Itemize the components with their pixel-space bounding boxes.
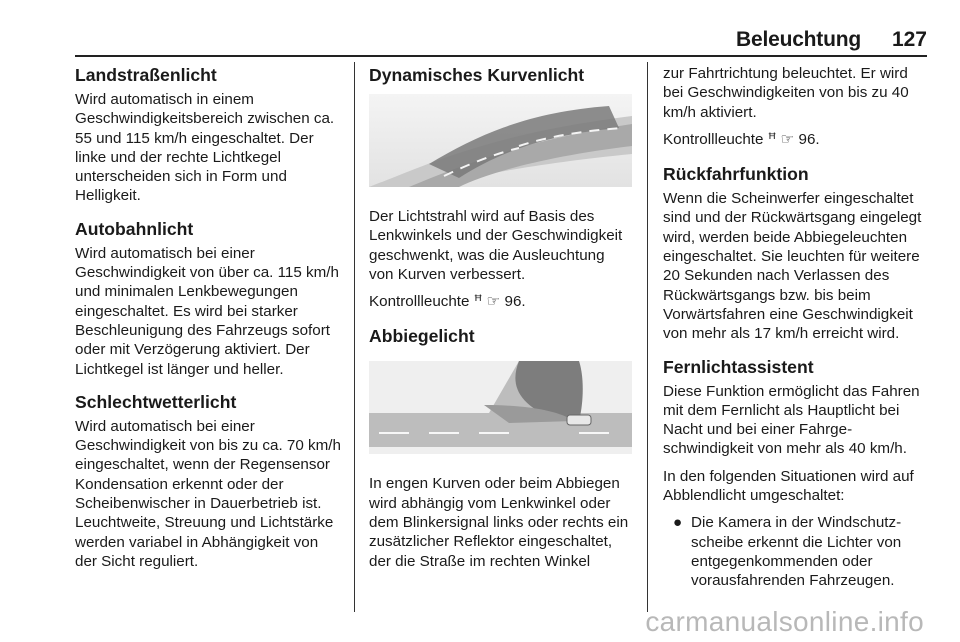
section-heading: Rückfahrfunktion (663, 164, 809, 185)
paragraph: Wird automatisch in einem Geschwindigkeitsbereich zwischen ca. 55 und 115 km/h eingeschaltet. Der linke und der rechte Lichtkegel unterscheiden sich in Form und Helligkeit. (75, 91, 335, 205)
section-heading: Schlechtwetterlicht (75, 391, 237, 412)
curve-light-illustration (369, 94, 632, 187)
paragraph: Wenn die Scheinwerfer eingeschaltet sind und der Rückwärtsgang eingelegt wird, werden beide Abbiegeleuchten eingeschaltet. Sie leuchten für weitere 20 Sekunden nach Verlassen des Rückwärtsgangs bzw. bis beim Vorwärtsfahren eine Geschwindigkeit von mehr als 17 km/h erreicht wird. (663, 190, 922, 343)
paragraph: Wird automatisch bei einer Geschwindigkeit von bis zu ca. 70 km/h eingeschaltet, wenn der Regensensor Kondensation erkennt oder der Scheibenwischer in Dauerbetrieb ist. Leuchtweite, Streuung und Lichtstärke werden variabel in Abhängigkeit von der Sicht reguliert. (75, 417, 341, 570)
paragraph: zur Fahrtrichtung beleuchtet. Er wird bei Geschwindigkeiten von bis zu 40 km/h aktiviert. (663, 65, 909, 121)
section-rueckfahrfunktion (663, 163, 928, 343)
column-2 (369, 64, 632, 579)
bullet-icon: ● (673, 514, 683, 532)
section-heading: Landstraßenlicht (75, 65, 217, 85)
section-abbiegelicht (369, 325, 632, 570)
section-heading: Fernlichtassistent (663, 356, 814, 377)
header-rule (75, 55, 927, 57)
page-title: Beleuchtung (736, 28, 861, 51)
paragraph: Diese Funktion ermöglicht das Fahren mit dem Fernlicht als Hauptlicht bei Nacht und bei einer Fahrgeschwindigkeit von mehr als 40 km/h. (663, 382, 920, 458)
paragraph: Der Lichtstrahl wird auf Basis des Lenkwinkels und der Geschwindigkeit geschwenkt, was die Ausleuchtung von Kurven verbessert. (369, 208, 623, 283)
section-heading: Dynamisches Kurvenlicht (369, 65, 585, 85)
section-heading: Autobahnlicht (75, 218, 194, 239)
list-item (663, 513, 928, 590)
section-schlechtwetterlicht (75, 391, 343, 571)
section-fernlichtassistent (663, 356, 928, 591)
section-heading: Abbiegelicht (369, 326, 475, 347)
reference: Kontrollleuchte ꟸ ☞ 96. (663, 130, 820, 148)
paragraph: In engen Kurven oder beim Abbiegen wird abhängig vom Lenkwinkel oder dem Blinkersignal links oder rechts ein zusätzlicher Reflektor eingeschaltet, der die Straße im rechten Winkel (369, 475, 629, 570)
watermark: carmanualsonline.info (645, 606, 924, 637)
cornering-light-illustration (369, 361, 632, 454)
list-item-text: Die Kamera in der Windschutzscheibe erkennt die Lichter von entgegenkommenden oder vorausfahrenden Fahrzeugen. (691, 514, 902, 590)
paragraph: Wird automatisch bei einer Geschwindigkeit von über ca. 115 km/h und minimalen Lenkbewegungen eingeschaltet. Es wird bei starker Beschleunigung des Fahrzeugs sofort oder mit Verzögerung aktiviert. Der Lichtkegel ist länger und heller. (75, 244, 339, 378)
section-kurvenlicht (369, 64, 632, 311)
section-landstrassenlicht (75, 64, 343, 206)
column-divider (647, 62, 648, 612)
paragraph: In den folgenden Situationen wird auf Abblendlicht umgeschaltet: (663, 467, 914, 505)
column-1 (75, 64, 343, 583)
page-header (75, 28, 927, 54)
section-autobahnlicht (75, 218, 343, 379)
reference: Kontrollleuchte ꟸ ☞ 96. (369, 293, 526, 311)
column-3 (663, 64, 928, 591)
column-divider (354, 62, 355, 612)
page-number: 127 (891, 28, 927, 51)
